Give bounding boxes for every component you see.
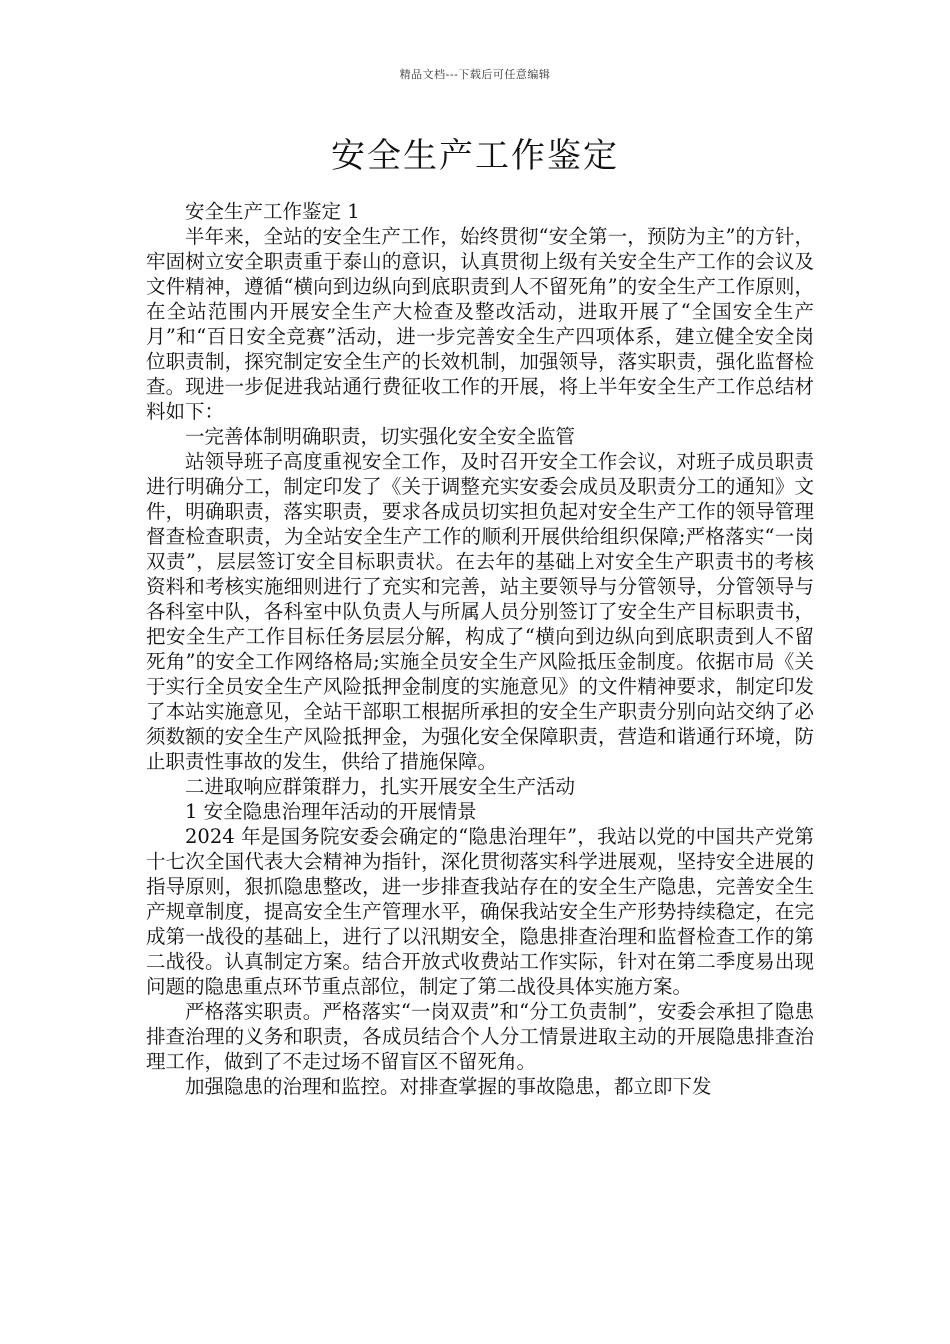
subsection-heading: 1 安全隐患治理年活动的开展情景 <box>185 800 477 823</box>
document-body <box>146 199 814 1099</box>
section-heading: 二进取响应群策群力，扎实开展安全生产活动 <box>185 775 576 798</box>
body-paragraph: 2024 年是国务院安委会确定的“隐患治理年”，我站以党的中国共产党第十七次全国代表大会精神为指针，深化贯彻落实科学进展观，坚持安全进展的指导原则，狠抓隐患整改，进一步排查我站存在的安全生产隐患，完善安全生产规章制度，提高安全生产管理水平，确保我站安全生产形势持续稳定，在完成第一战役的基础上，进行了以汛期安全，隐患排查治理和监督检查工作的第二战役。认真制定方案。结合开放式收费站工作实际，针对在第二季度易出现问题的隐患重点环节重点部位，制定了第二战役具体实施方案。 <box>146 825 814 998</box>
body-paragraph: 严格落实职责。严格落实“一岗双责”和“分工负责制”，安委会承担了隐患排查治理的义务和职责，各成员结合个人分工情景进取主动的开展隐患排查治理工作，做到了不走过场不留盲区不留死角。 <box>146 1000 814 1073</box>
section-heading: 一完善体制明确职责，切实强化安全安全监管 <box>185 425 576 448</box>
document-title: 安全生产工作鉴定 <box>331 136 619 176</box>
header-note: 精品文档---下载后可任意编辑 <box>399 68 551 81</box>
body-paragraph: 半年来，全站的安全生产工作，始终贯彻“安全第一，预防为主”的方针，牢固树立安全职责重于泰山的意识，认真贯彻上级有关安全生产工作的会议及文件精神，遵循“横向到边纵向到底职责到人不留死角”的安全生产工作原则，在全站范围内开展安全生产大检查及整改活动，进取开展了“全国安全生产月”和“百日安全竞赛”活动，进一步完善安全生产四项体系，建立健全安全岗位职责制，探究制定安全生产的长效机制，加强领导，落实职责，强化监督检查。现进一步促进我站通行费征收工作的开展，将上半年安全生产工作总结材料如下： <box>146 225 814 423</box>
body-paragraph: 加强隐患的治理和监控。对排查掌握的事故隐患，都立即下发 <box>185 1075 712 1098</box>
body-paragraph: 站领导班子高度重视安全工作，及时召开安全工作会议，对班子成员职责进行明确分工，制定印发了《关于调整充实安委会成员及职责分工的通知》文件，明确职责，落实职责，要求各成员切实担负起对安全生产工作的领导管理督查检查职责，为全站安全生产工作的顺利开展供给组织保障;严格落实“一岗双责”，层层签订安全目标职责状。在去年的基础上对安全生产职责书的考核资料和考核实施细则进行了充实和完善，站主要领导与分管领导，分管领导与各科室中队，各科室中队负责人与所属人员分别签订了安全生产目标职责书，把安全生产工作目标任务层层分解，构成了“横向到边纵向到底职责到人不留死角”的安全工作网络格局;实施全员安全生产风险抵压金制度。依据市局《关于实行全员安全生产风险抵押金制度的实施意见》的文件精神要求，制定印发了本站实施意见，全站干部职工根据所承担的安全生产职责分别向站交纳了必须数额的安全生产风险抵押金，为强化安全保障职责，营造和谐通行环境，防止职责性事故的发生，供给了措施保障。 <box>146 450 814 773</box>
section-heading: 安全生产工作鉴定 1 <box>185 200 360 223</box>
